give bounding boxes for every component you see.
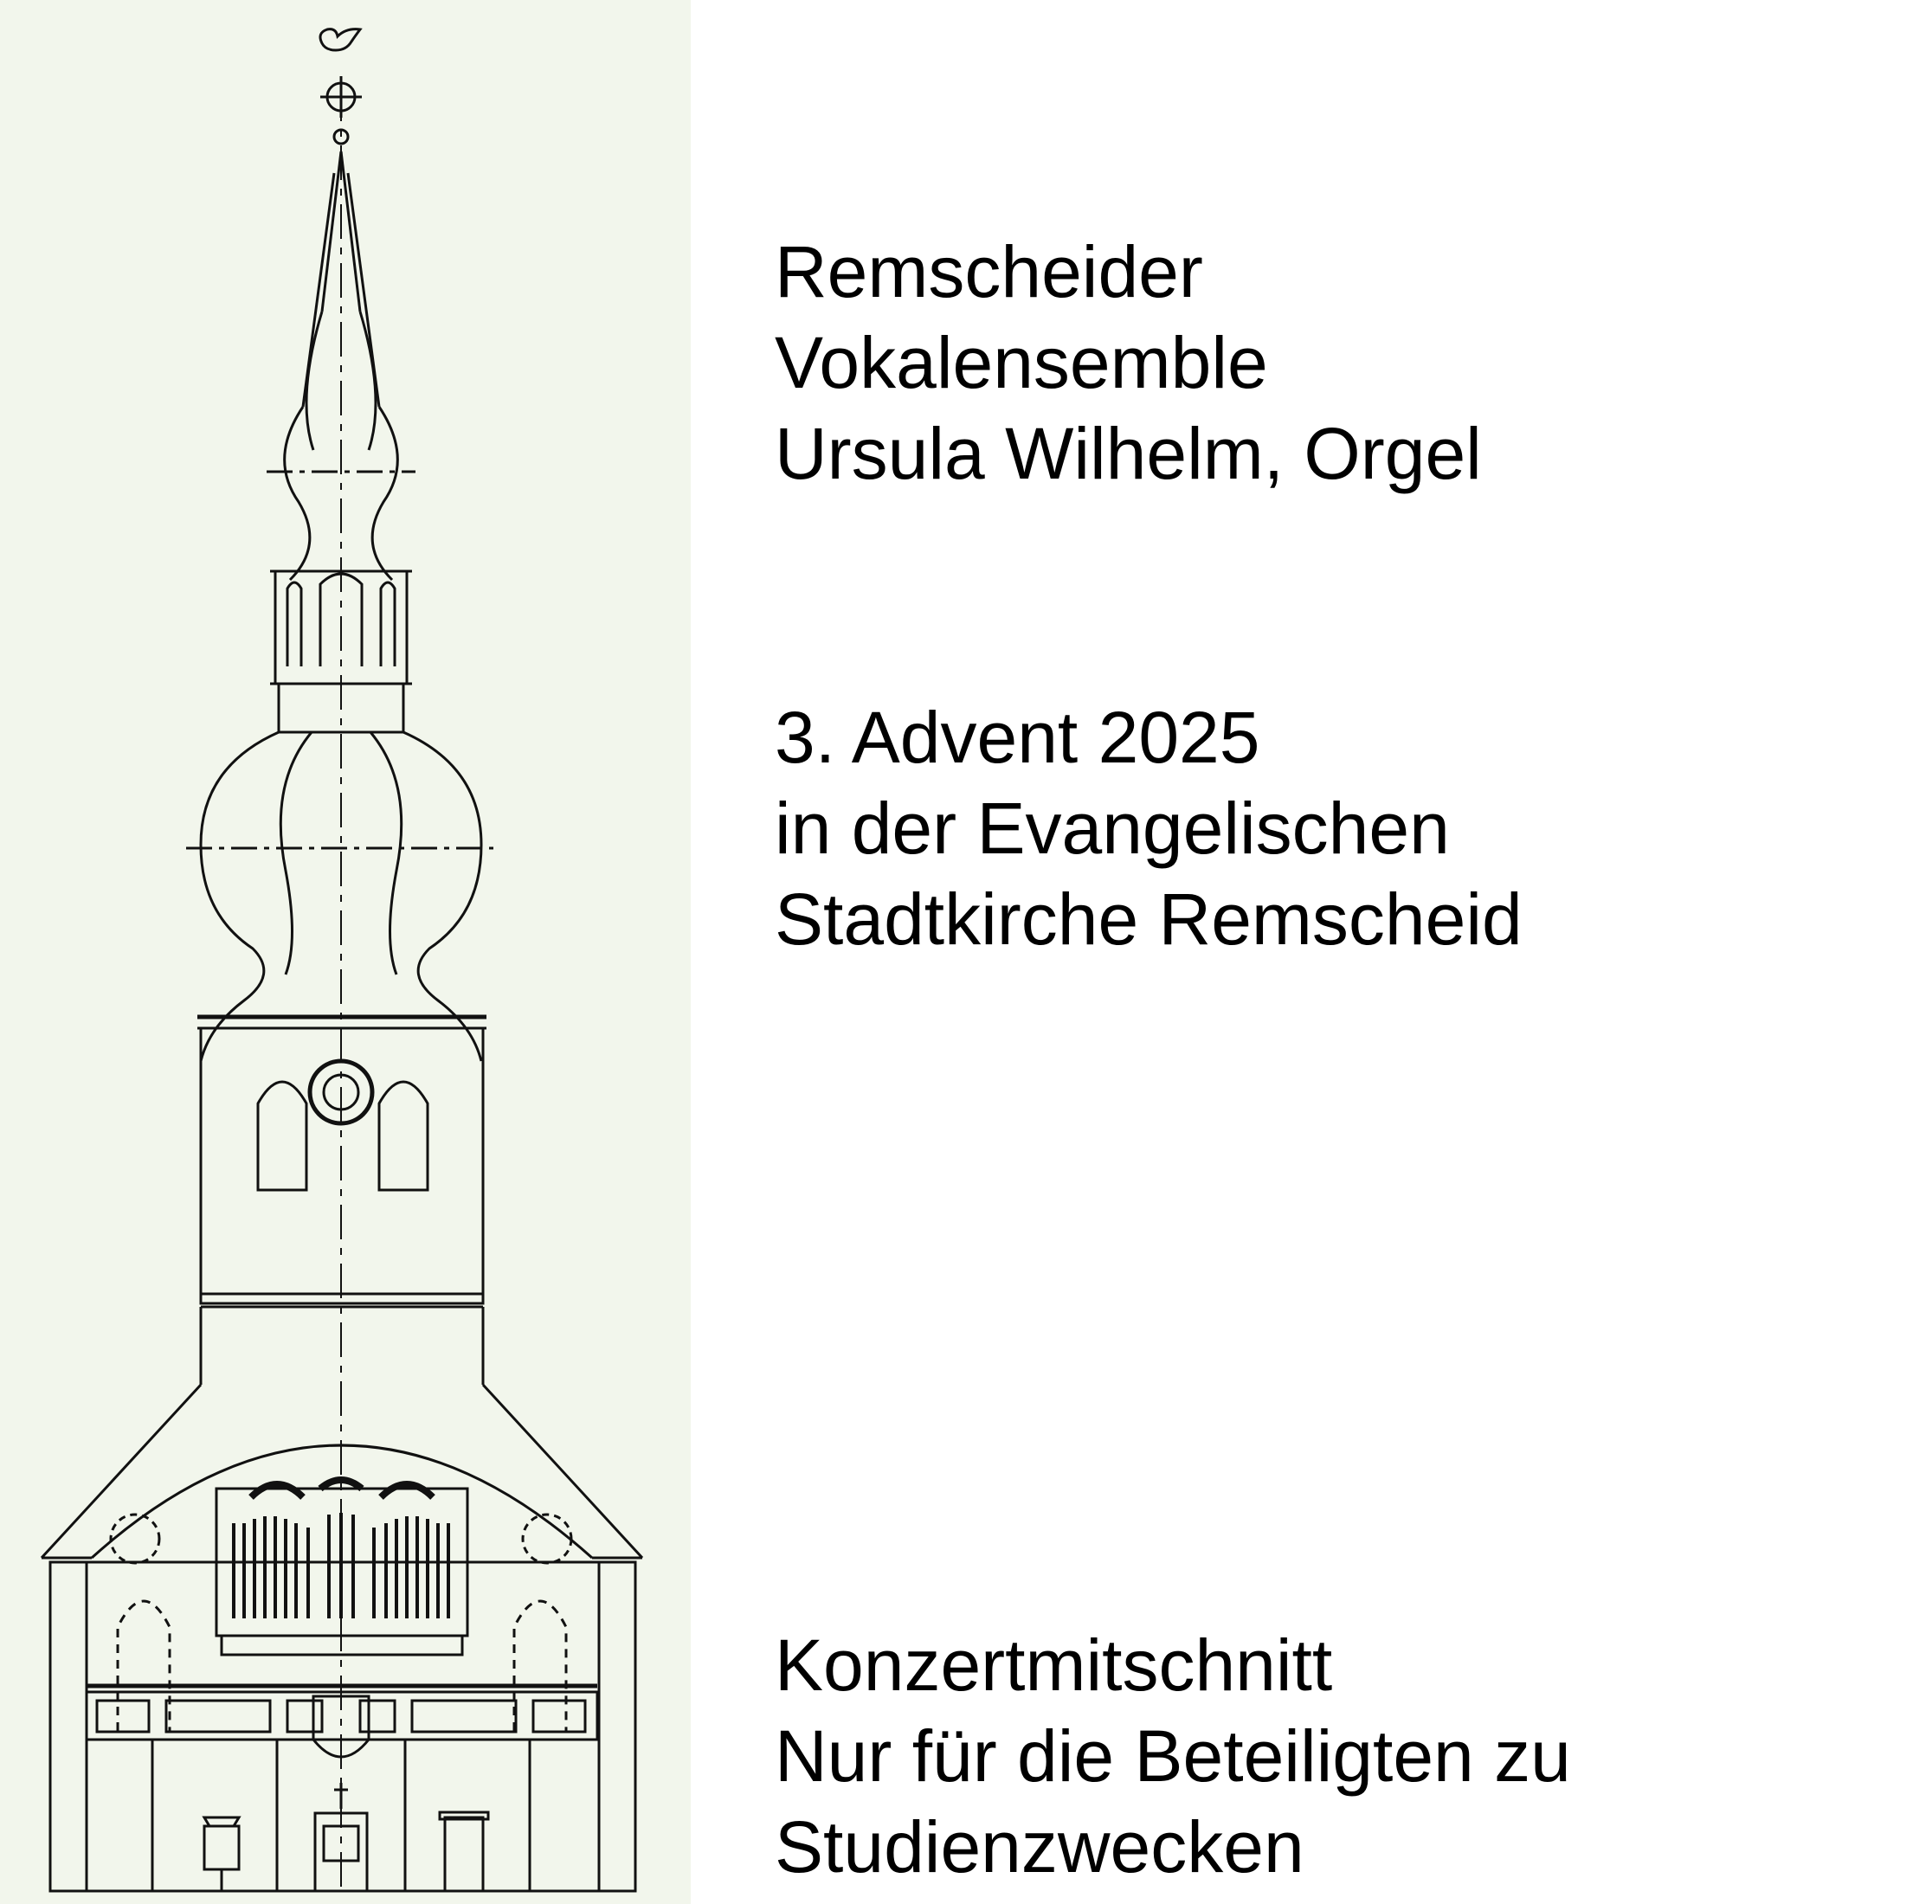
recording-note [775, 1620, 1571, 1893]
altar-furnishings [204, 1783, 488, 1891]
church-facade-drawing [0, 0, 691, 1904]
onion-dome [186, 732, 493, 1061]
event-venue-line-1: in der Evangelischen [775, 788, 1450, 869]
tower-body [201, 87, 483, 1895]
event-venue-line-2: Stadtkirche Remscheid [775, 878, 1523, 960]
event-info [775, 692, 1523, 965]
ensemble-city-line: Remscheider [775, 231, 1203, 312]
recording-usage-line-1: Nur für die Beteiligten zu [775, 1715, 1571, 1797]
weathercock [320, 29, 362, 144]
event-date-line: 3. Advent 2025 [775, 697, 1260, 778]
recording-usage-line-2: Studienzwecken [775, 1806, 1304, 1888]
recording-title-line: Konzertmitschnitt [775, 1624, 1333, 1706]
organist-line: Ursula Wilhelm, Orgel [775, 413, 1482, 494]
ensemble-name-line: Vokalensemble [775, 322, 1268, 403]
church-drawing-panel [0, 0, 691, 1904]
ensemble-info [775, 227, 1482, 499]
